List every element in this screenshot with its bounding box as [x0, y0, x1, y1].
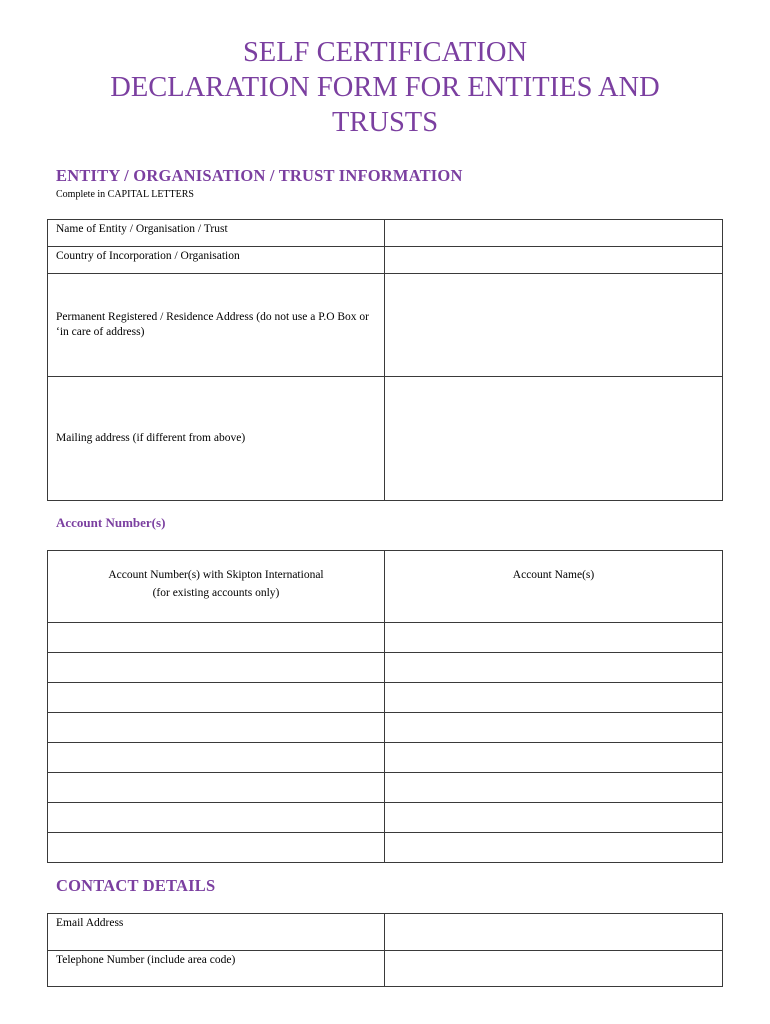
- account-section-heading: Account Number(s): [56, 515, 166, 530]
- account-number-header-line-1: Account Number(s) with Skipton International: [108, 569, 324, 581]
- contact-section-heading: CONTACT DETAILS: [56, 876, 216, 895]
- account-number-field[interactable]: [48, 653, 385, 683]
- account-name-field[interactable]: [385, 653, 723, 683]
- mailing-address-row: [48, 377, 723, 501]
- permanent-address-row: [48, 274, 723, 377]
- telephone-label: Telephone Number (include area code): [48, 951, 385, 987]
- table-row: [48, 773, 723, 803]
- telephone-field[interactable]: [385, 951, 723, 987]
- table-row: [48, 713, 723, 743]
- account-number-field[interactable]: [48, 623, 385, 653]
- account-number-header: [48, 551, 385, 623]
- entity-name-field[interactable]: [385, 220, 723, 247]
- account-name-field[interactable]: [385, 623, 723, 653]
- account-name-field[interactable]: [385, 743, 723, 773]
- permanent-address-label: Permanent Registered / Residence Address (do not use a P.O Box or ‘in care of address): [48, 274, 385, 377]
- table-row: [48, 623, 723, 653]
- account-name-field[interactable]: [385, 803, 723, 833]
- table-row: [48, 743, 723, 773]
- capital-letters-note: Complete in CAPITAL LETTERS: [56, 189, 194, 200]
- account-number-field[interactable]: [48, 683, 385, 713]
- table-row: [48, 683, 723, 713]
- country-row: [48, 247, 723, 274]
- account-number-field[interactable]: [48, 833, 385, 863]
- account-number-header-line-2: (for existing accounts only): [152, 587, 280, 599]
- account-name-field[interactable]: [385, 683, 723, 713]
- account-number-field[interactable]: [48, 743, 385, 773]
- contact-table: [47, 913, 723, 987]
- table-row: [48, 653, 723, 683]
- account-name-field[interactable]: [385, 713, 723, 743]
- account-number-field[interactable]: [48, 803, 385, 833]
- account-table-header: [48, 551, 723, 623]
- account-name-field[interactable]: [385, 833, 723, 863]
- entity-info-table: [47, 219, 723, 501]
- telephone-row: [48, 951, 723, 987]
- entity-name-label: Name of Entity / Organisation / Trust: [48, 220, 385, 247]
- account-name-field[interactable]: [385, 773, 723, 803]
- account-table: [47, 550, 723, 863]
- form-title-line-1: SELF CERTIFICATION: [242, 37, 528, 68]
- email-field[interactable]: [385, 914, 723, 951]
- account-number-field[interactable]: [48, 773, 385, 803]
- form-title-line-2: DECLARATION FORM FOR ENTITIES AND: [110, 72, 660, 103]
- permanent-address-field[interactable]: [385, 274, 723, 377]
- email-label: Email Address: [48, 914, 385, 951]
- country-field[interactable]: [385, 247, 723, 274]
- entity-name-row: [48, 220, 723, 247]
- account-number-field[interactable]: [48, 713, 385, 743]
- email-row: [48, 914, 723, 951]
- mailing-address-field[interactable]: [385, 377, 723, 501]
- account-name-header: Account Name(s): [385, 551, 723, 623]
- entity-section-heading: ENTITY / ORGANISATION / TRUST INFORMATION: [56, 166, 463, 185]
- table-row: [48, 833, 723, 863]
- country-label: Country of Incorporation / Organisation: [48, 247, 385, 274]
- form-title-line-3: TRUSTS: [331, 107, 439, 138]
- form-title: [0, 35, 770, 140]
- table-row: [48, 803, 723, 833]
- mailing-address-label: Mailing address (if different from above): [48, 377, 385, 501]
